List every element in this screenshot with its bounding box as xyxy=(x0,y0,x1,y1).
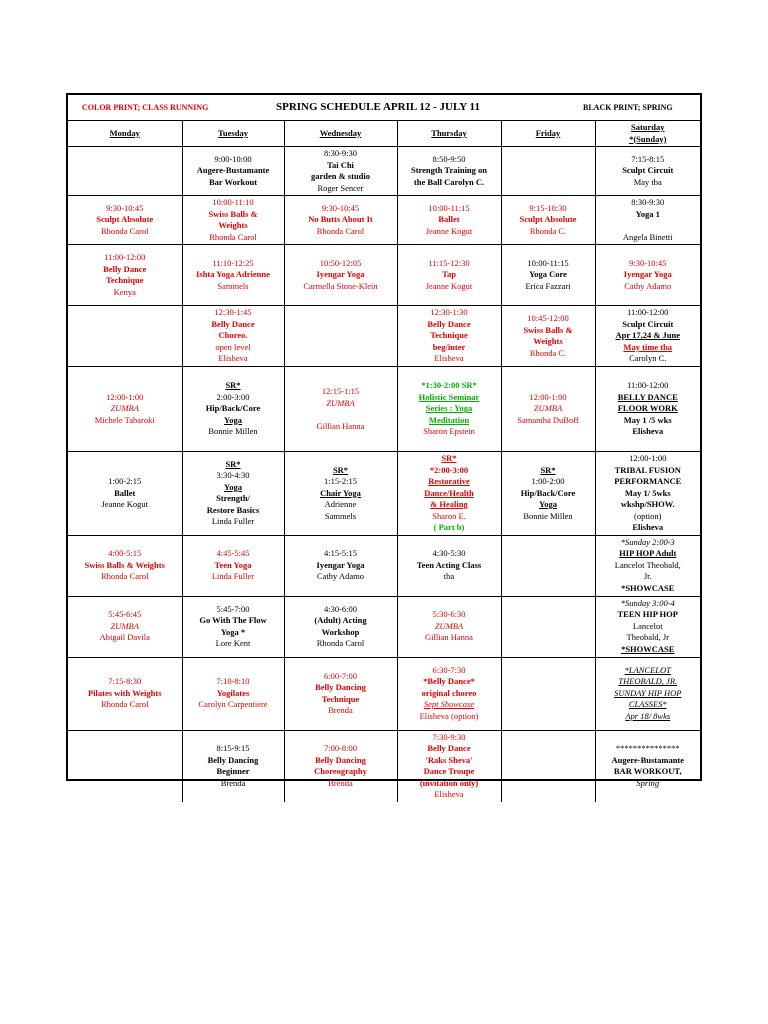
class-cell-friday xyxy=(501,657,595,730)
cell-line: 10:50-12:05 xyxy=(319,257,362,268)
class-cell-tuesday xyxy=(182,367,284,452)
cell-line: 4:30-6:00 xyxy=(323,603,358,614)
cell-line: wkshp/SHOW. xyxy=(620,499,675,509)
cell-line: Bonnie Millen xyxy=(208,426,258,437)
class-cell-wednesday xyxy=(284,147,397,196)
class-cell-wednesday xyxy=(284,535,397,596)
cell-line: 9:30-10:45 xyxy=(321,202,360,213)
cell-line: Carmella Stone-Klein xyxy=(303,280,378,291)
day-header-wednesday xyxy=(284,121,397,147)
cell-line: Sept Showcase xyxy=(423,699,475,710)
cell-line: ZUMBA xyxy=(110,620,139,631)
schedule-title: SPRING SCHEDULE APRIL 12 - JULY 11 xyxy=(276,101,480,113)
cell-line: Rhonda Carol xyxy=(101,571,149,582)
cell-line: Rhonda Carol xyxy=(101,699,149,710)
class-cell-thursday xyxy=(397,147,501,196)
cell-line: SUNDAY HIP HOP xyxy=(614,687,682,698)
cell-line: Swiss Balls & Weights xyxy=(84,559,165,570)
cell-line: Jr. xyxy=(643,571,652,582)
cell-line: ZUMBA xyxy=(533,403,563,414)
class-cell-saturday xyxy=(595,147,700,196)
cell-line: *Sunday 3:00-4 xyxy=(620,597,675,608)
cell-line: Ballet xyxy=(438,214,460,225)
cell-line: Iyengar Yoga xyxy=(623,269,672,280)
time-slot-row xyxy=(68,657,700,730)
cell-line: SR* xyxy=(225,380,241,391)
cell-line: 6:30-7:30 xyxy=(432,664,466,675)
cell-line: TEEN HIP HOP xyxy=(617,609,678,620)
cell-line: SR* xyxy=(441,453,457,463)
class-cell-friday xyxy=(501,730,595,802)
cell-line: BAR WORKOUT, xyxy=(613,766,682,776)
day-header-thursday xyxy=(397,121,501,147)
cell-line: Meditation xyxy=(428,414,470,425)
cell-line: 'Raks Sheva' xyxy=(425,754,473,765)
schedule-table xyxy=(68,121,700,802)
time-slot-row xyxy=(68,196,700,245)
cell-line: Sculpt Circuit xyxy=(622,165,674,176)
cell-line: Choreography xyxy=(314,766,367,776)
cell-line: Belly Dance xyxy=(427,743,471,753)
cell-line: 4:45-5:45 xyxy=(216,548,250,559)
cell-line: Choreo. xyxy=(218,330,248,341)
cell-line: Jeanne Kogut xyxy=(425,280,473,291)
cell-line: 4:30-5:30 xyxy=(432,548,466,559)
class-cell-saturday xyxy=(595,730,700,802)
cell-line: Belly Dance xyxy=(427,318,471,329)
cell-line: *SHOWCASE xyxy=(621,643,675,654)
cell-line: Workshop xyxy=(321,626,360,637)
cell-line: 4:15-5:15 xyxy=(323,548,358,559)
cell-line: Technique xyxy=(321,693,360,704)
cell-line: 12:30-1:30 xyxy=(430,307,468,318)
class-cell-thursday xyxy=(397,452,501,536)
cell-line: Jeanne Kogut xyxy=(101,499,148,509)
cell-line: 11:00-12:00 xyxy=(104,252,146,262)
schedule-sheet xyxy=(66,93,702,799)
cell-line: Rhonda Carol xyxy=(209,231,257,242)
cell-line: ZUMBA xyxy=(110,403,139,414)
class-cell-thursday xyxy=(397,306,501,367)
cell-line: Augere-Bustamante xyxy=(611,754,685,765)
cell-line: 5:45-7:00 xyxy=(216,603,250,614)
class-cell-saturday xyxy=(595,657,700,730)
cell-line: Roger Sencer xyxy=(317,182,364,193)
cell-line: Beginner xyxy=(216,766,250,776)
cell-line: Lancelot xyxy=(632,620,663,631)
cell-line: *************** xyxy=(615,743,680,753)
cell-line: open level xyxy=(215,341,251,352)
cell-line: Technique xyxy=(106,275,144,285)
cell-line: 10:00-11:15 xyxy=(527,257,569,268)
cell-line: TRIBAL FUSION xyxy=(614,464,681,475)
cell-line: Swiss Balls & xyxy=(208,208,258,219)
cell-line: 10:00-11:15 xyxy=(428,202,470,213)
class-cell-wednesday xyxy=(284,596,397,657)
cell-line: Belly Dancing xyxy=(315,754,366,765)
class-cell-thursday xyxy=(397,196,501,245)
cell-line: Brenda xyxy=(328,777,353,788)
cell-line: Series : Yoga xyxy=(425,403,473,414)
cell-line: May tba xyxy=(633,176,662,187)
cell-line: *1:30-2:00 SR* xyxy=(421,380,477,391)
day-header-tuesday xyxy=(182,121,284,147)
cell-line: Dance Troupe xyxy=(423,766,475,776)
cell-line: Erica Fazzari xyxy=(525,280,571,291)
cell-line: Cathy Adamo xyxy=(317,571,364,582)
class-cell-monday xyxy=(68,596,182,657)
time-slot-row xyxy=(68,306,700,367)
cell-line: Gillian Hanna xyxy=(316,420,365,431)
class-cell-friday xyxy=(501,245,595,306)
cell-line: May 1 /5 wks xyxy=(623,414,672,425)
cell-line: Hip/Back/Core xyxy=(520,487,576,498)
cell-line: Apr 17,24 & June xyxy=(615,330,681,341)
class-cell-saturday xyxy=(595,367,700,452)
cell-line: 1:00-2:00 xyxy=(531,476,565,486)
class-cell-friday xyxy=(501,306,595,367)
class-cell-thursday xyxy=(397,730,501,802)
cell-line: Belly Dancing xyxy=(315,682,366,692)
cell-line: SR* xyxy=(332,464,349,475)
cell-line: Rhonda Carol xyxy=(316,638,365,648)
class-cell-saturday xyxy=(595,596,700,657)
cell-line: Bar Workout xyxy=(208,176,258,187)
cell-line: Gillian Hanna xyxy=(425,632,473,643)
class-cell-friday xyxy=(501,596,595,657)
cell-line: Thursday xyxy=(431,127,467,138)
cell-line: May time tba xyxy=(623,341,673,352)
cell-line: 2:00-3:00 xyxy=(216,391,250,402)
cell-line: 11:15-12:30 xyxy=(428,257,470,268)
cell-line: 9:30-10:45 xyxy=(106,202,144,213)
cell-line: Carolyn Carpentiere xyxy=(198,699,268,710)
cell-line: PERFORMANCE xyxy=(614,476,682,486)
cell-line: original choreo xyxy=(421,687,477,698)
cell-line: the Ball Carolyn C. xyxy=(413,176,485,187)
cell-line: Cathy Adamo xyxy=(624,280,672,291)
cell-line: May 1/ 5wks xyxy=(624,487,671,498)
cell-line: Iyengar Yoga xyxy=(316,269,365,280)
cell-line: Iyengar Yoga xyxy=(316,559,365,570)
cell-line: Weights xyxy=(218,220,248,230)
class-cell-friday xyxy=(501,147,595,196)
cell-line: Technique xyxy=(430,330,468,341)
cell-line: Sculpt Circuit xyxy=(622,318,674,329)
cell-line: Teen Acting Class xyxy=(416,559,482,570)
class-cell-tuesday xyxy=(182,147,284,196)
cell-line xyxy=(598,220,699,232)
class-cell-wednesday xyxy=(284,730,397,802)
cell-line: Restorative xyxy=(428,476,470,486)
cell-line: Brenda xyxy=(328,705,353,715)
cell-line: Elisheva xyxy=(218,353,248,364)
cell-line: 6:00-7:00 xyxy=(323,670,358,681)
cell-line: Sculpt Absolute xyxy=(519,214,577,225)
cell-line: Rhonda Carol xyxy=(316,225,365,236)
cell-line: Belly Dance xyxy=(211,318,255,329)
cell-line: Weights xyxy=(533,336,563,346)
time-slot-row xyxy=(68,730,700,802)
class-cell-tuesday xyxy=(182,245,284,306)
cell-line: Hip/Back/Core xyxy=(205,403,261,414)
cell-line: Wednesday xyxy=(319,127,362,138)
cell-line: (option) xyxy=(634,510,662,521)
cell-line: Strength/ xyxy=(216,493,250,504)
cell-line: 7:15-8:30 xyxy=(108,676,142,687)
cell-line: ZUMBA xyxy=(434,620,464,631)
cell-line: 8:30-9:30 xyxy=(323,148,358,158)
time-slot-row xyxy=(68,596,700,657)
cell-line: (invitation only) xyxy=(419,777,479,788)
cell-line: garden & studio xyxy=(310,171,371,181)
cell-line: 11:10-12:25 xyxy=(212,257,254,268)
cell-line: 11:00-12:00 xyxy=(627,307,669,318)
class-cell-wednesday xyxy=(284,657,397,730)
cell-line: 9:30-10:45 xyxy=(629,257,667,268)
cell-line: Elisheva (option) xyxy=(419,710,479,721)
cell-line: 10:00-11:10 xyxy=(212,197,254,207)
cell-line: 10:45-12:00 xyxy=(527,313,569,323)
class-cell-wednesday xyxy=(284,245,397,306)
class-cell-wednesday xyxy=(284,367,397,452)
time-slot-row xyxy=(68,245,700,306)
cell-line: Spring xyxy=(636,777,660,788)
cell-line: Carolyn C. xyxy=(629,353,667,364)
cell-line: ( Part b) xyxy=(433,522,465,532)
cell-line: ZUMBA xyxy=(326,397,355,408)
cell-line: CLASSES* xyxy=(628,699,667,710)
class-cell-saturday xyxy=(595,245,700,306)
class-cell-monday xyxy=(68,367,182,452)
day-header-friday xyxy=(501,121,595,147)
cell-line: Tap xyxy=(442,269,456,280)
cell-line: SR* xyxy=(225,458,241,469)
cell-line: Pilates with Weights xyxy=(87,687,162,698)
cell-line: *Belly Dance* xyxy=(423,676,475,687)
cell-line: Augere-Bustamante xyxy=(196,165,270,176)
legend-color-note: COLOR PRINT; CLASS RUNNING xyxy=(82,103,209,112)
class-cell-monday xyxy=(68,147,182,196)
class-cell-monday xyxy=(68,452,182,536)
cell-line: BELLY DANCE xyxy=(617,391,678,402)
cell-line: 4:00-5:15 xyxy=(108,548,142,559)
cell-line: Go With The Flow xyxy=(199,615,267,625)
cell-line: *Sunday 2:00-3 xyxy=(620,536,675,547)
cell-line: Friday xyxy=(535,127,561,138)
cell-line: HIP HOP Adult xyxy=(619,548,677,559)
cell-line: Lore Kent xyxy=(215,638,251,648)
cell-line: Elisheva xyxy=(632,426,664,437)
cell-line: Teen Yoga xyxy=(214,559,252,570)
class-cell-monday xyxy=(68,730,182,802)
cell-line: beg/inter xyxy=(432,341,466,352)
cell-line: Lancelot Theobald, xyxy=(614,559,681,570)
cell-line: 5:45-6:45 xyxy=(108,609,142,620)
time-slot-row xyxy=(68,452,700,536)
cell-line: 1:00-2:15 xyxy=(108,476,142,486)
cell-line: Dance/Health xyxy=(424,487,474,498)
cell-line: 7:15-8:15 xyxy=(631,153,665,164)
class-cell-saturday xyxy=(595,452,700,536)
cell-line: Holistic Seminar xyxy=(418,391,480,402)
cell-line: Linda Fuller xyxy=(211,571,255,582)
cell-line: 8:15-9:15 xyxy=(216,743,250,753)
cell-line: Yoga * xyxy=(220,626,246,637)
cell-line: 12:00-1:00 xyxy=(529,391,567,402)
cell-line: 12:00-1:00 xyxy=(106,391,144,402)
cell-line: Sammels xyxy=(217,280,249,291)
cell-line: Yoga Core xyxy=(529,269,567,280)
class-cell-tuesday xyxy=(182,596,284,657)
cell-line: 12:00-1:00 xyxy=(629,453,667,463)
cell-line: tba xyxy=(443,571,455,582)
class-cell-monday xyxy=(68,306,182,367)
cell-line: 12:15-1:15 xyxy=(321,386,360,396)
cell-line: Linda Fuller xyxy=(211,516,255,527)
schedule-header xyxy=(68,95,700,121)
class-cell-saturday xyxy=(595,196,700,245)
cell-line: 7:10-8:10 xyxy=(216,676,250,687)
cell-line: (Adult) Acting xyxy=(314,615,367,625)
class-cell-friday xyxy=(501,196,595,245)
class-cell-tuesday xyxy=(182,657,284,730)
cell-line: Adrienne xyxy=(324,499,357,509)
cell-line: Apr 18/ 8wks xyxy=(625,710,671,721)
cell-line: FLOOR WORK xyxy=(617,403,678,414)
time-slot-row xyxy=(68,367,700,452)
cell-line: Elisheva xyxy=(434,789,464,799)
class-cell-tuesday xyxy=(182,535,284,596)
cell-line: 7:30-9:30 xyxy=(432,731,466,742)
legend-black-note: BLACK PRINT; SPRING xyxy=(583,103,673,112)
cell-line: Abigail Davila xyxy=(99,632,150,643)
class-cell-saturday xyxy=(595,535,700,596)
cell-line: Swiss Balls & xyxy=(523,324,573,335)
cell-line: Sharon Epstein xyxy=(423,426,475,437)
cell-line: Yoga xyxy=(224,481,242,492)
cell-line: Saturday xyxy=(630,122,665,132)
cell-line: 8:30-9:30 xyxy=(631,197,665,207)
cell-line: 11:00-12:00 xyxy=(627,380,669,391)
cell-line: Theobald, Jr xyxy=(626,632,669,643)
cell-line: & Healing xyxy=(430,499,468,509)
cell-line: Elisheva xyxy=(632,522,664,532)
class-cell-monday xyxy=(68,535,182,596)
cell-line: Bonnie Millen xyxy=(523,510,573,521)
cell-line: 3:30-4:30 xyxy=(216,470,250,481)
cell-line: Sharon E. xyxy=(432,510,466,521)
cell-line: Chair Yoga xyxy=(320,487,361,498)
class-cell-wednesday xyxy=(284,306,397,367)
cell-line: Tai Chi xyxy=(327,159,354,170)
cell-line: 9:15-10:30 xyxy=(529,202,567,213)
cell-line: Michele Tabaroki xyxy=(94,414,155,425)
cell-line: Samantha DuBoff xyxy=(517,414,579,425)
cell-line: Belly Dancing xyxy=(207,754,259,765)
cell-line: Rhonda C. xyxy=(529,347,567,358)
cell-line: Tuesday xyxy=(218,127,248,138)
cell-line: *2:00-3:00 xyxy=(429,464,469,475)
cell-line: No Butts About It xyxy=(308,214,373,225)
class-cell-monday xyxy=(68,245,182,306)
class-cell-thursday xyxy=(397,245,501,306)
class-cell-tuesday xyxy=(182,452,284,536)
cell-line: Monday xyxy=(109,127,140,138)
class-cell-thursday xyxy=(397,367,501,452)
cell-line: Angela Binetti xyxy=(622,231,673,242)
cell-line: *(Sunday) xyxy=(629,133,667,144)
class-cell-wednesday xyxy=(284,452,397,536)
cell-line: 1:15-2:15 xyxy=(323,476,358,486)
time-slot-row xyxy=(68,535,700,596)
day-header-monday xyxy=(68,121,182,147)
class-cell-thursday xyxy=(397,657,501,730)
cell-line: Jeanne Kogut xyxy=(425,225,473,236)
cell-line: Ballet xyxy=(114,487,136,498)
class-cell-tuesday xyxy=(182,730,284,802)
class-cell-friday xyxy=(501,452,595,536)
cell-line: *LANCELOT xyxy=(624,664,671,675)
class-cell-friday xyxy=(501,367,595,452)
class-cell-monday xyxy=(68,196,182,245)
cell-line: Restore Basics xyxy=(206,504,260,515)
cell-line: Belly Dance xyxy=(103,263,147,274)
cell-line: Brenda xyxy=(220,777,246,788)
class-cell-tuesday xyxy=(182,196,284,245)
class-cell-friday xyxy=(501,535,595,596)
cell-line: Sculpt Absolute xyxy=(96,214,154,225)
cell-line: Rhonda C. xyxy=(529,225,567,236)
cell-line: 8:50-9:50 xyxy=(432,153,466,164)
time-slot-row xyxy=(68,147,700,196)
cell-line: Elisheva xyxy=(434,353,464,364)
cell-line: 9:00-10:00 xyxy=(214,153,252,164)
cell-line: 12:30-1:45 xyxy=(214,307,252,318)
cell-line: Yoga xyxy=(539,499,557,509)
cell-line: Rhonda Carol xyxy=(101,225,149,236)
day-header-saturday xyxy=(595,121,700,147)
cell-line: *SHOWCASE xyxy=(621,582,675,593)
cell-line: 5:30-6:30 xyxy=(432,609,466,620)
cell-line: 7:00-8:00 xyxy=(323,743,358,753)
class-cell-tuesday xyxy=(182,306,284,367)
cell-line: Ishta Yoga Adrienne xyxy=(196,269,270,280)
class-cell-wednesday xyxy=(284,196,397,245)
cell-line: Sammels xyxy=(324,510,357,521)
cell-line: SR* xyxy=(540,464,556,475)
class-cell-saturday xyxy=(595,306,700,367)
cell-line: Yoga 1 xyxy=(635,208,660,219)
class-cell-thursday xyxy=(397,596,501,657)
cell-line: THEOBALD, JR. xyxy=(618,676,678,687)
cell-line: Yoga xyxy=(224,414,242,425)
cell-line: Kenya xyxy=(113,286,136,297)
day-header-row xyxy=(68,121,700,147)
class-cell-thursday xyxy=(397,535,501,596)
cell-line: Yogilates xyxy=(216,687,250,698)
class-cell-monday xyxy=(68,657,182,730)
cell-line xyxy=(287,409,395,421)
cell-line: Strength Training on xyxy=(410,165,488,176)
